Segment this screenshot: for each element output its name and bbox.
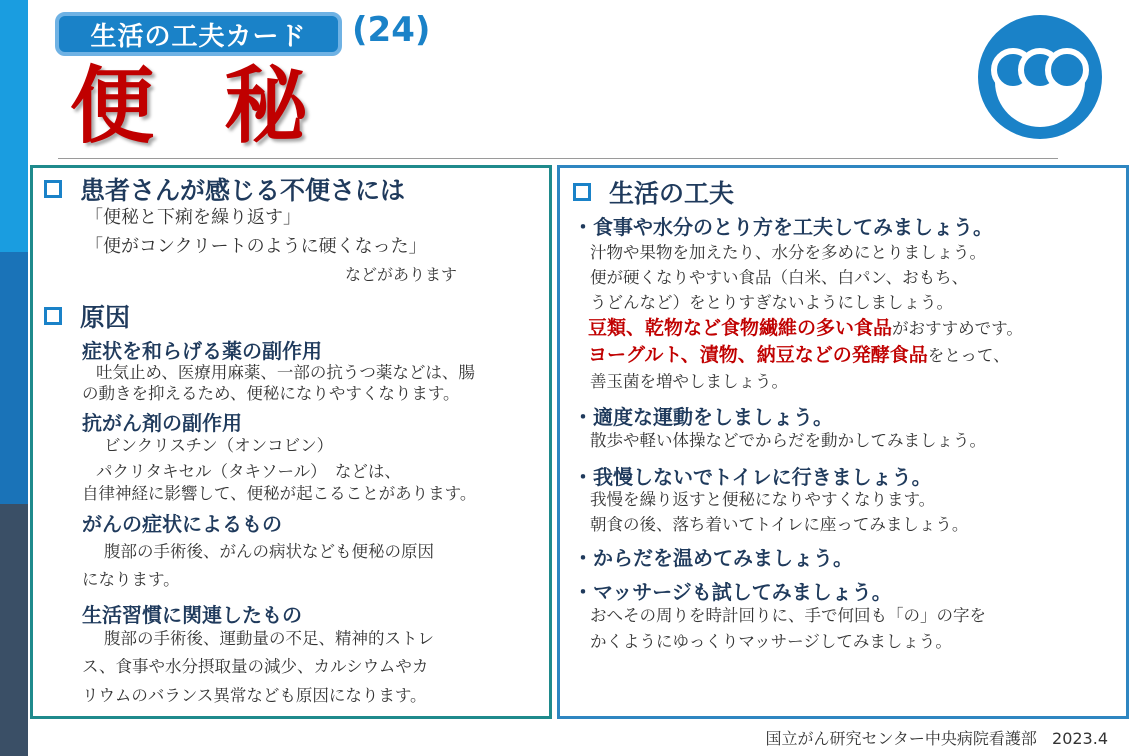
cause-text-2b: パクリタキセル（タキソール） などは、 <box>96 462 401 481</box>
side-color-bar <box>0 0 28 756</box>
tip-toilet-line-1: 我慢を繰り返すと便秘になりやすくなります。 <box>590 490 936 509</box>
side-bar-segment-top <box>0 0 28 252</box>
tip-title-exercise: ・適度な運動をしましょう。 <box>573 405 833 429</box>
side-bar-segment-bottom <box>0 504 28 756</box>
causes-heading-text: 原因 <box>80 303 131 332</box>
symptom-quote-2: 「便がコンクリートのように硬くなった」 <box>85 236 427 257</box>
tip-title-diet: ・食事や水分のとり方を工夫してみましょう。 <box>573 215 993 239</box>
cause-title-4: 生活習慣に関連したもの <box>82 603 302 627</box>
footer-organization: 国立がん研究センター中央病院看護部 <box>765 729 1037 748</box>
hospital-logo-icon <box>975 12 1105 142</box>
title-divider <box>58 158 1058 159</box>
cause-title-3: がんの症状によるもの <box>82 512 282 536</box>
tip-diet-line-last: 善玉菌を増やしましょう。 <box>590 372 788 391</box>
tip-title-toilet: ・我慢しないでトイレに行きましょう。 <box>573 465 932 489</box>
ferment-rest: をとって、 <box>927 346 1010 365</box>
card-number: (24) <box>352 10 431 50</box>
tip-diet-ferment-line <box>588 344 1010 367</box>
cause-text-4a: 腹部の手術後、運動量の不足、精神的ストレ <box>104 629 434 648</box>
cause-title-2: 抗がん剤の副作用 <box>82 411 242 435</box>
tips-heading <box>573 174 734 210</box>
tip-toilet-line-2: 朝食の後、落ち着いてトイレに座ってみましょう。 <box>590 515 969 534</box>
tip-diet-line-2: 便が硬くなりやすい食品（白米、白パン、おもち、 <box>590 268 969 287</box>
cause-text-3b: になります。 <box>82 570 180 589</box>
fiber-highlight: 豆類、乾物など食物繊維の多い食品 <box>588 317 893 339</box>
square-bullet-icon <box>44 180 62 198</box>
cause-text-4b: ス、食事や水分摂取量の減少、カルシウムやカ <box>82 657 429 676</box>
cause-text-3a: 腹部の手術後、がんの病状なども便秘の原因 <box>104 542 434 561</box>
tip-diet-line-1: 汁物や果物を加えたり、水分を多めにとりましょう。 <box>590 243 986 262</box>
cause-title-1: 症状を和らげる薬の副作用 <box>82 339 322 363</box>
card-series-badge: 生活の工夫カード <box>55 12 342 56</box>
cause-text-1b: の動きを抑えるため、便秘になりやすくなります。 <box>82 384 460 403</box>
symptoms-heading <box>44 171 405 207</box>
tips-heading-text: 生活の工夫 <box>609 179 735 208</box>
symptom-quote-1: 「便秘と下痢を繰り返す」 <box>85 207 301 228</box>
tip-massage-line-1: おへその周りを時計回りに、手で何回も「の」の字を <box>590 606 986 625</box>
causes-heading <box>44 298 130 334</box>
tip-massage-line-2: かくようにゆっくりマッサージしてみましょう。 <box>590 632 952 651</box>
tip-title-massage: ・マッサージも試してみましょう。 <box>573 580 892 604</box>
side-bar-segment-middle <box>0 252 28 504</box>
tip-exercise-line-1: 散歩や軽い体操などでからだを動かしてみましょう。 <box>590 431 986 450</box>
page-title: 便秘 <box>70 57 379 155</box>
cause-text-2a: ビンクリスチン（オンコビン） <box>104 436 334 455</box>
square-bullet-icon <box>44 307 62 325</box>
tip-title-warm: ・からだを温めてみましょう。 <box>573 546 853 570</box>
symptoms-heading-text: 患者さんが感じる不便さには <box>80 176 406 205</box>
tip-diet-fiber-line <box>588 317 1023 340</box>
footer-credit <box>766 726 1108 749</box>
symptom-note: などがあります <box>345 265 458 284</box>
fiber-rest: がおすすめです。 <box>892 319 1023 338</box>
cause-text-1a: 吐気止め、医療用麻薬、一部の抗うつ薬などは、腸 <box>96 363 475 382</box>
cause-text-4c: リウムのバランス異常なども原因になります。 <box>82 686 427 705</box>
square-bullet-icon <box>573 183 591 201</box>
footer-date: 2023.4 <box>1052 729 1108 748</box>
ferment-highlight: ヨーグルト、漬物、納豆などの発酵食品 <box>588 344 928 366</box>
tip-diet-line-3: うどんなど）をとりすぎないようにしましょう。 <box>590 293 953 312</box>
cause-text-2c: 自律神経に影響して、便秘が起こることがあります。 <box>82 484 477 503</box>
